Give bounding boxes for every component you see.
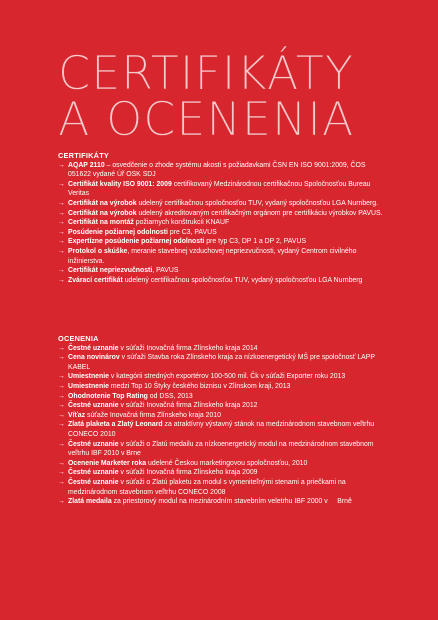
item-text: certifikovaný Medzinárodnou certifikačnou Spoločnosťou Bureau Veritas: [68, 180, 371, 198]
list-item: [58, 266, 384, 276]
item-text: v súťaži o Zlatú plaketu za modul s vymeniteľnými stenami a priečkami na medzinárodnom stavebnom veľtrhu CONECO 2008: [68, 478, 346, 496]
item-title: Čestné uznanie: [68, 402, 119, 410]
item-title: Zlatá plaketa a Zlatý Leonard: [68, 421, 163, 429]
arrow-icon: →: [58, 459, 65, 467]
page-title: [58, 46, 355, 146]
item-text: od DSS, 2013: [147, 392, 193, 400]
awards-section: [58, 334, 384, 507]
item-title: Posúdenie požiarnej odolnosti: [68, 228, 168, 236]
arrow-icon: →: [58, 199, 65, 207]
item-text: v súťaži Inovačná firma Zlínskeho kraja 2014: [118, 344, 258, 352]
list-item: [58, 392, 384, 402]
item-title: Certifikát kvality ISO 9001: 2009: [68, 180, 172, 188]
item-title: AQAP 2110: [68, 161, 105, 169]
item-title: Certifikát na montáž: [68, 219, 134, 227]
item-text: súťaže Inovačná firma Zlínskeho kraja 2010: [85, 411, 221, 419]
item-text: , PAVUS: [152, 267, 179, 275]
arrow-icon: →: [58, 498, 65, 506]
list-item: [58, 209, 384, 219]
item-text: pre typ C3, DP 1 a DP 2, PAVUS: [204, 238, 307, 246]
list-item: [58, 276, 384, 286]
arrow-icon: →: [58, 209, 65, 217]
list-item: [58, 372, 384, 382]
list-item: [58, 401, 384, 411]
list-item: [58, 199, 384, 209]
arrow-icon: →: [58, 354, 65, 362]
item-title: Certifikát na výrobok: [68, 199, 137, 207]
item-title: Víťaz: [68, 411, 86, 419]
list-item: [58, 353, 384, 372]
arrow-icon: →: [58, 180, 65, 188]
list-item: [58, 411, 384, 421]
list-item: [58, 478, 384, 497]
item-title: Čestné uznanie: [68, 478, 119, 486]
arrow-icon: →: [58, 392, 65, 400]
item-title: Certifikát nepriezvučnosti: [68, 267, 153, 275]
list-item: [58, 459, 384, 469]
item-text: v súťaži Stavba roka Zlínskeho kraja za nízkoenergetický MŠ pre spoločnosť LAPP KABEL: [68, 354, 375, 371]
arrow-icon: →: [58, 421, 65, 429]
certificates-section: [58, 151, 384, 285]
arrow-icon: →: [58, 267, 65, 275]
arrow-icon: →: [58, 469, 65, 477]
item-title: Umiestnenie: [68, 373, 109, 381]
list-item: [58, 247, 384, 266]
item-text: udelené Českou marketingovou spoločnosťou, 2010: [146, 459, 308, 467]
item-text: , meranie stavebnej vzduchovej nepriezvučnosti, vydaný Centrom civilného inžinierstva.: [68, 247, 357, 265]
arrow-icon: →: [58, 440, 65, 448]
arrow-icon: →: [58, 219, 65, 227]
arrow-icon: →: [58, 161, 65, 169]
arrow-icon: →: [58, 402, 65, 410]
arrow-icon: →: [58, 238, 65, 246]
list-item: [58, 180, 384, 199]
item-title: Expertízne posúdenie požiarnej odolnosti: [68, 238, 205, 246]
item-title: Zvárací certifikát: [68, 276, 123, 284]
item-text: – osvedčenie o zhode systému akosti s požiadavkami ČSN EN ISO 9001:2009, ČOS 051622 vydané Úř OSK SDJ: [68, 161, 366, 179]
item-text: udelený certifikačnou spoločnosťou TUV, vydaný spoločnosťou LGA Nurnberg: [122, 276, 363, 284]
item-title: Umiestnenie: [68, 382, 109, 390]
title-line-2: A OCENENIA: [58, 92, 355, 146]
certificates-heading: CERTIFIKÁTY: [58, 151, 110, 160]
item-text: udelený akreditovaným certifikačným orgánom pre certifikáciu výrobkov PAVUS.: [136, 209, 383, 217]
list-item: [58, 344, 384, 354]
item-text: v súťaži Inovačná firma Zlínskeho kraja 2009: [118, 469, 258, 477]
item-text: pre C3, PAVUS: [167, 228, 217, 236]
list-item: [58, 440, 384, 459]
item-title: Ocenenie Marketer roka: [68, 459, 147, 467]
arrow-icon: →: [58, 247, 65, 255]
item-title: Čestné uznanie: [68, 469, 119, 477]
certificates-list: [58, 161, 384, 286]
item-text: v súťaži Inovačná firma Zlínskeho kraja 2012: [118, 402, 258, 410]
item-text: požiarnych konštrukcií KNAUF: [133, 219, 230, 227]
title-line-1: CERTIFIKÁTY: [58, 46, 354, 100]
item-text: v kategórii stredných exportérov 100-500 mil. Čk v súťaži Exporter roku 2013: [108, 373, 346, 381]
item-text: medzi Top 10 Štyky českého biznisu v Zlínskom kraji, 2013: [108, 382, 291, 390]
item-title: Protokol o skúške: [68, 247, 128, 255]
arrow-icon: →: [58, 411, 65, 419]
list-item: [58, 228, 384, 238]
item-text: v súťaži o Zlatú medailu za nízkoenergetický modul na medzinárodnom stavebnom veľtrhu IBF 2010 v Brne: [68, 440, 374, 458]
item-title: Cena novinárov: [68, 354, 120, 362]
list-item: [58, 468, 384, 478]
arrow-icon: →: [58, 382, 65, 390]
arrow-icon: →: [58, 276, 65, 284]
list-item: [58, 420, 384, 439]
list-item: [58, 161, 384, 180]
item-title: Čestné uznanie: [68, 344, 119, 352]
item-title: Certifikát na výrobok: [68, 209, 137, 217]
item-text: za atraktívny výstavný stánok na medzinárodnom stavebnom veľtrhu CONECO 2010: [68, 421, 375, 438]
awards-list: [58, 344, 384, 507]
item-title: Zlatá medaila: [68, 498, 112, 506]
item-text: udelený certifikačnou spoločnosťou TUV, vydaný spoločnosťou LGA Nurnberg.: [136, 199, 379, 207]
list-item: [58, 218, 384, 228]
arrow-icon: →: [58, 228, 65, 236]
arrow-icon: →: [58, 478, 65, 486]
item-text: za priestorový modul na mezinárodním stavebním veletrhu IBF 2000 v Brně: [111, 498, 352, 506]
arrow-icon: →: [58, 344, 65, 352]
list-item: [58, 382, 384, 392]
item-title: Čestné uznanie: [68, 440, 119, 448]
item-title: Ohodnotenie Top Rating: [68, 392, 148, 400]
list-item: [58, 497, 384, 507]
arrow-icon: →: [58, 373, 65, 381]
list-item: [58, 237, 384, 247]
awards-heading: OCENENIA: [58, 334, 99, 343]
